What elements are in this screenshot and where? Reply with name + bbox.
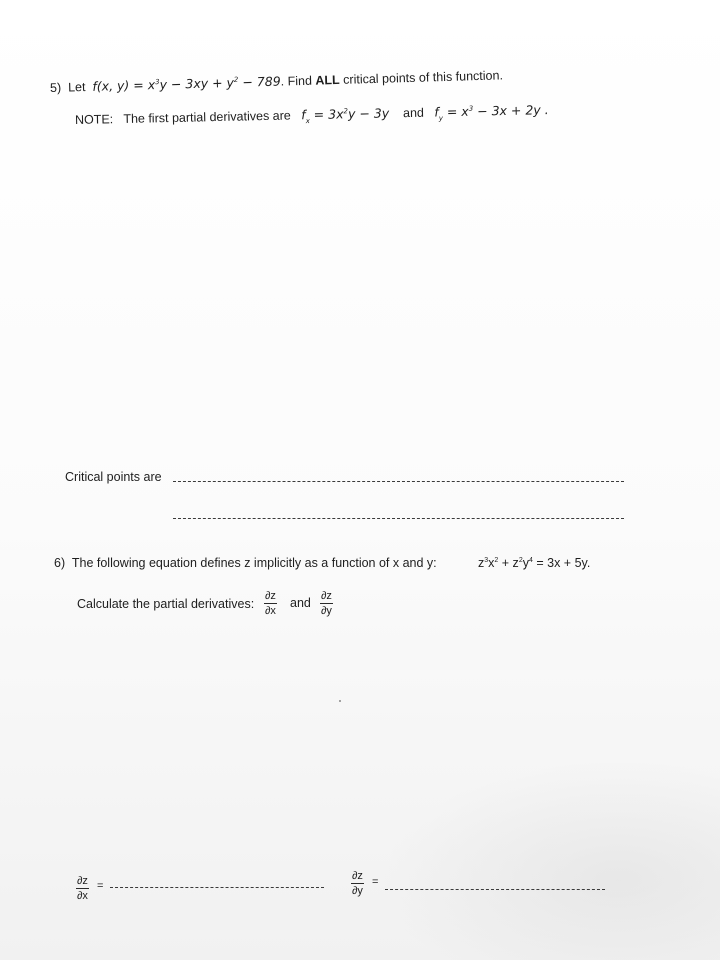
problem-6-instruction: Calculate the partial derivatives: [77, 597, 255, 611]
note-and: and [402, 105, 425, 121]
answer-dz-dx-equals: = [97, 880, 104, 892]
answer-dz-dx-blank[interactable] [110, 887, 324, 888]
paper-glare [380, 760, 720, 960]
critical-points-blank-1[interactable] [173, 481, 624, 482]
answer-dz-dy-fraction: $\frac{\partial z}{\partial y}$ [352, 870, 363, 897]
problem-5-function: f(x, $y) = x^3y - 3xy + y^2 - 789$ [92, 73, 281, 94]
note-text: The first partial derivatives are [123, 108, 291, 126]
stray-mark [339, 700, 341, 702]
problem-5-task: critical points of this function. [343, 68, 504, 87]
problem-6-number: 6) [54, 556, 66, 570]
answer-dz-dy-blank[interactable] [385, 889, 605, 890]
problem-6-text: The following equation defines z implicitly as a function of x and y: [71, 556, 437, 570]
fx-formula: $f_x = 3x^2y - 3y$ [301, 105, 390, 126]
problem-5-statement [50, 67, 503, 95]
problem-5-find: . Find [280, 73, 313, 89]
problem-5-number: 5) [49, 80, 62, 95]
answer-dz-dy-equals: = [372, 876, 379, 888]
dz-dx-fraction: $\frac{\partial z}{\partial x}$ [265, 590, 276, 617]
problem-5-prefix: Let [67, 80, 86, 95]
critical-points-blank-2[interactable] [173, 518, 624, 519]
critical-points-label: Critical points are [65, 470, 162, 484]
problem-6-equation: $z^3x^2 + z^2y^4 = 3x + 5y$. [478, 556, 591, 570]
problem-5-note [75, 102, 549, 130]
dz-dy-fraction: $\frac{\partial z}{\partial y}$ [321, 590, 332, 617]
fy-formula: $f_y = x^3 - 3x + 2y$ . [434, 102, 549, 123]
answer-dz-dx-fraction: $\frac{\partial z}{\partial x}$ [77, 875, 88, 902]
problem-6-statement [54, 556, 437, 570]
problem-6-and: and [290, 596, 311, 610]
problem-5-all: ALL [315, 72, 340, 88]
note-label: NOTE: [74, 112, 114, 127]
